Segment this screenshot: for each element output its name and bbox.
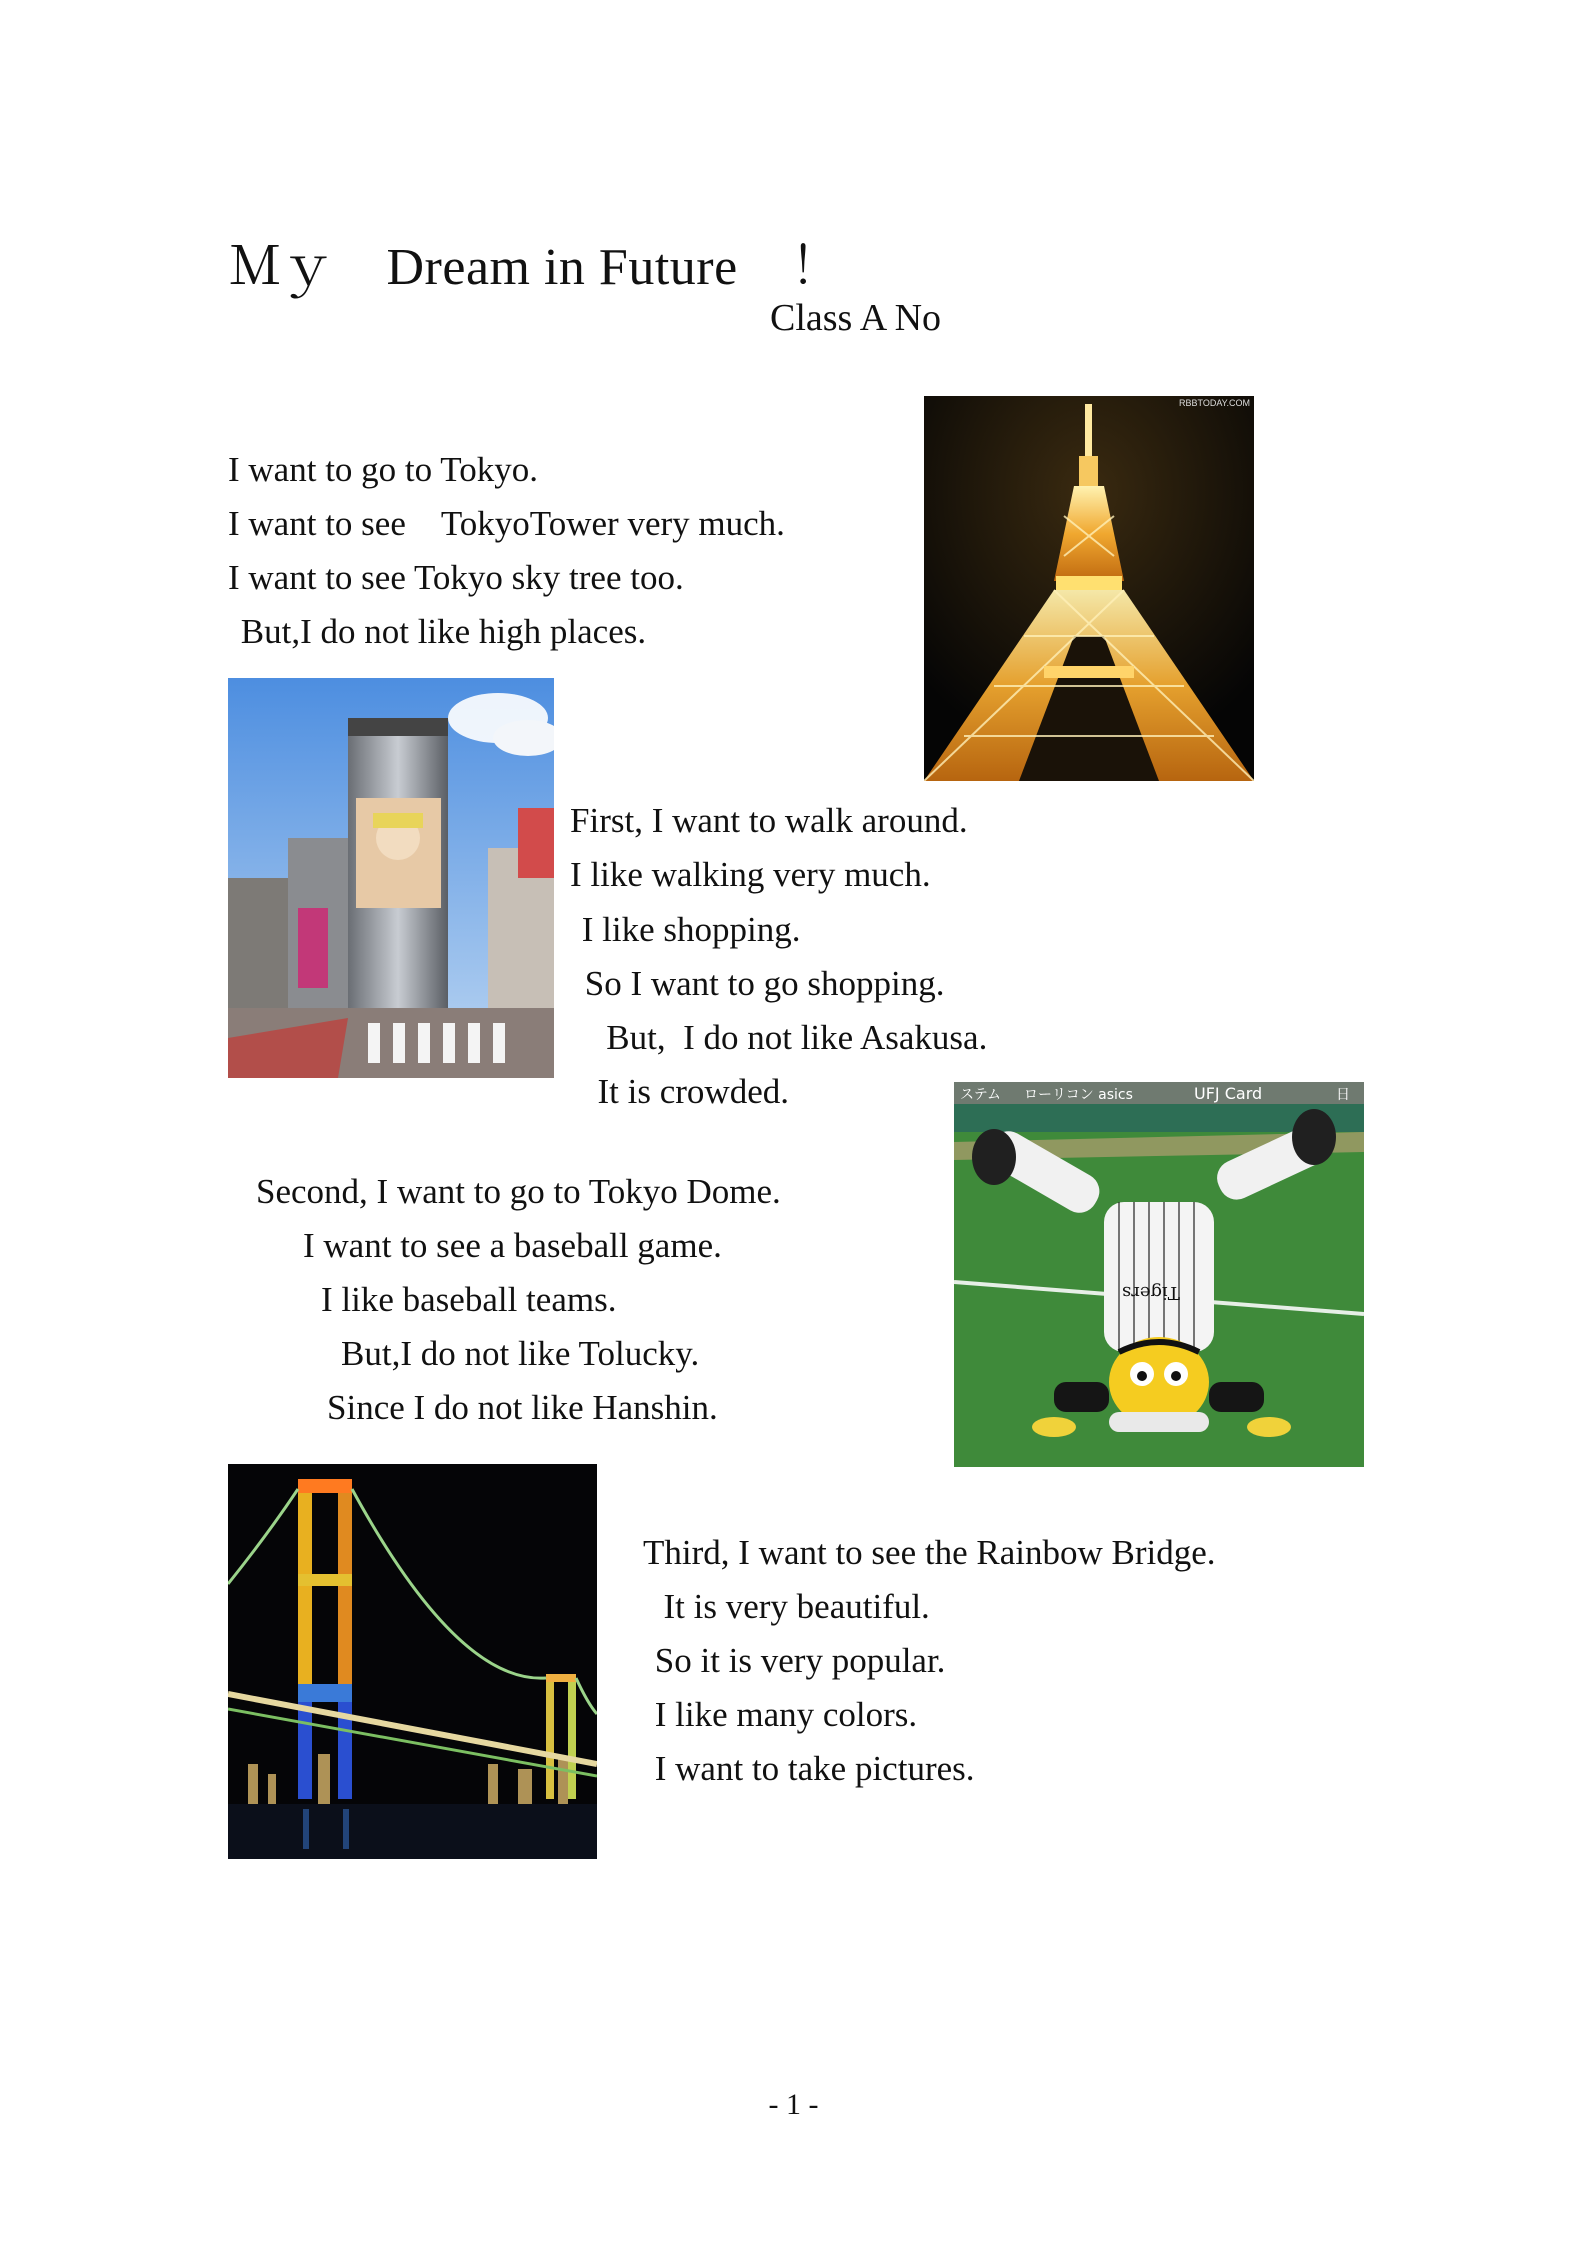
text-line: Since I do not like Hanshin. — [327, 1388, 718, 1427]
text-line: I want to take pictures. — [646, 1749, 975, 1788]
text-line: I want to see Tokyo sky tree too. — [228, 558, 684, 597]
text-line: I like shopping. — [573, 910, 801, 949]
text-line: But,I do not like Tolucky. — [341, 1334, 700, 1373]
text-line: I want to see a baseball game. — [303, 1226, 722, 1265]
photo-watermark: RBBTODAY.COM — [1178, 398, 1250, 408]
text-line: So it is very popular. — [646, 1641, 946, 1680]
rainbow-bridge-photo — [228, 1464, 597, 1859]
text-line: I want to go to Tokyo. — [228, 450, 538, 489]
tokyo-tower-photo — [924, 396, 1254, 781]
banner-text-middle: ローリコン asics — [1024, 1087, 1133, 1103]
text-line: I like walking very much. — [570, 855, 931, 894]
text-line: But,I do not like high places. — [232, 612, 647, 651]
text-line: Second, I want to go to Tokyo Dome. — [256, 1172, 781, 1211]
banner-text-far: 日 — [1336, 1087, 1350, 1103]
page-title: Ｍｙ Dream in Future ！ — [229, 239, 843, 296]
text-line: Third, I want to see the Rainbow Bridge. — [643, 1533, 1216, 1572]
banner-text-right: UFJ Card — [1194, 1084, 1263, 1103]
text-line: I like many colors. — [646, 1695, 918, 1734]
text-line: But, I do not like Asakusa. — [580, 1018, 988, 1057]
text-line: I want to see TokyoTower very much. — [228, 504, 785, 543]
tigers-mascot-photo — [954, 1082, 1364, 1467]
text-line: So I want to go shopping. — [576, 964, 945, 1003]
text-line: I like baseball teams. — [321, 1280, 617, 1319]
text-line: It is crowded. — [580, 1072, 789, 1111]
page-number: - 1 - — [768, 2088, 819, 2121]
shibuya-building-photo — [228, 678, 554, 1078]
jersey-lettering: Tigers — [1122, 1282, 1180, 1303]
banner-text-left: ステム — [960, 1087, 1002, 1103]
text-line: It is very beautiful. — [646, 1587, 930, 1626]
text-line: First, I want to walk around. — [570, 801, 968, 840]
class-number-line: Class A No — [770, 297, 942, 339]
